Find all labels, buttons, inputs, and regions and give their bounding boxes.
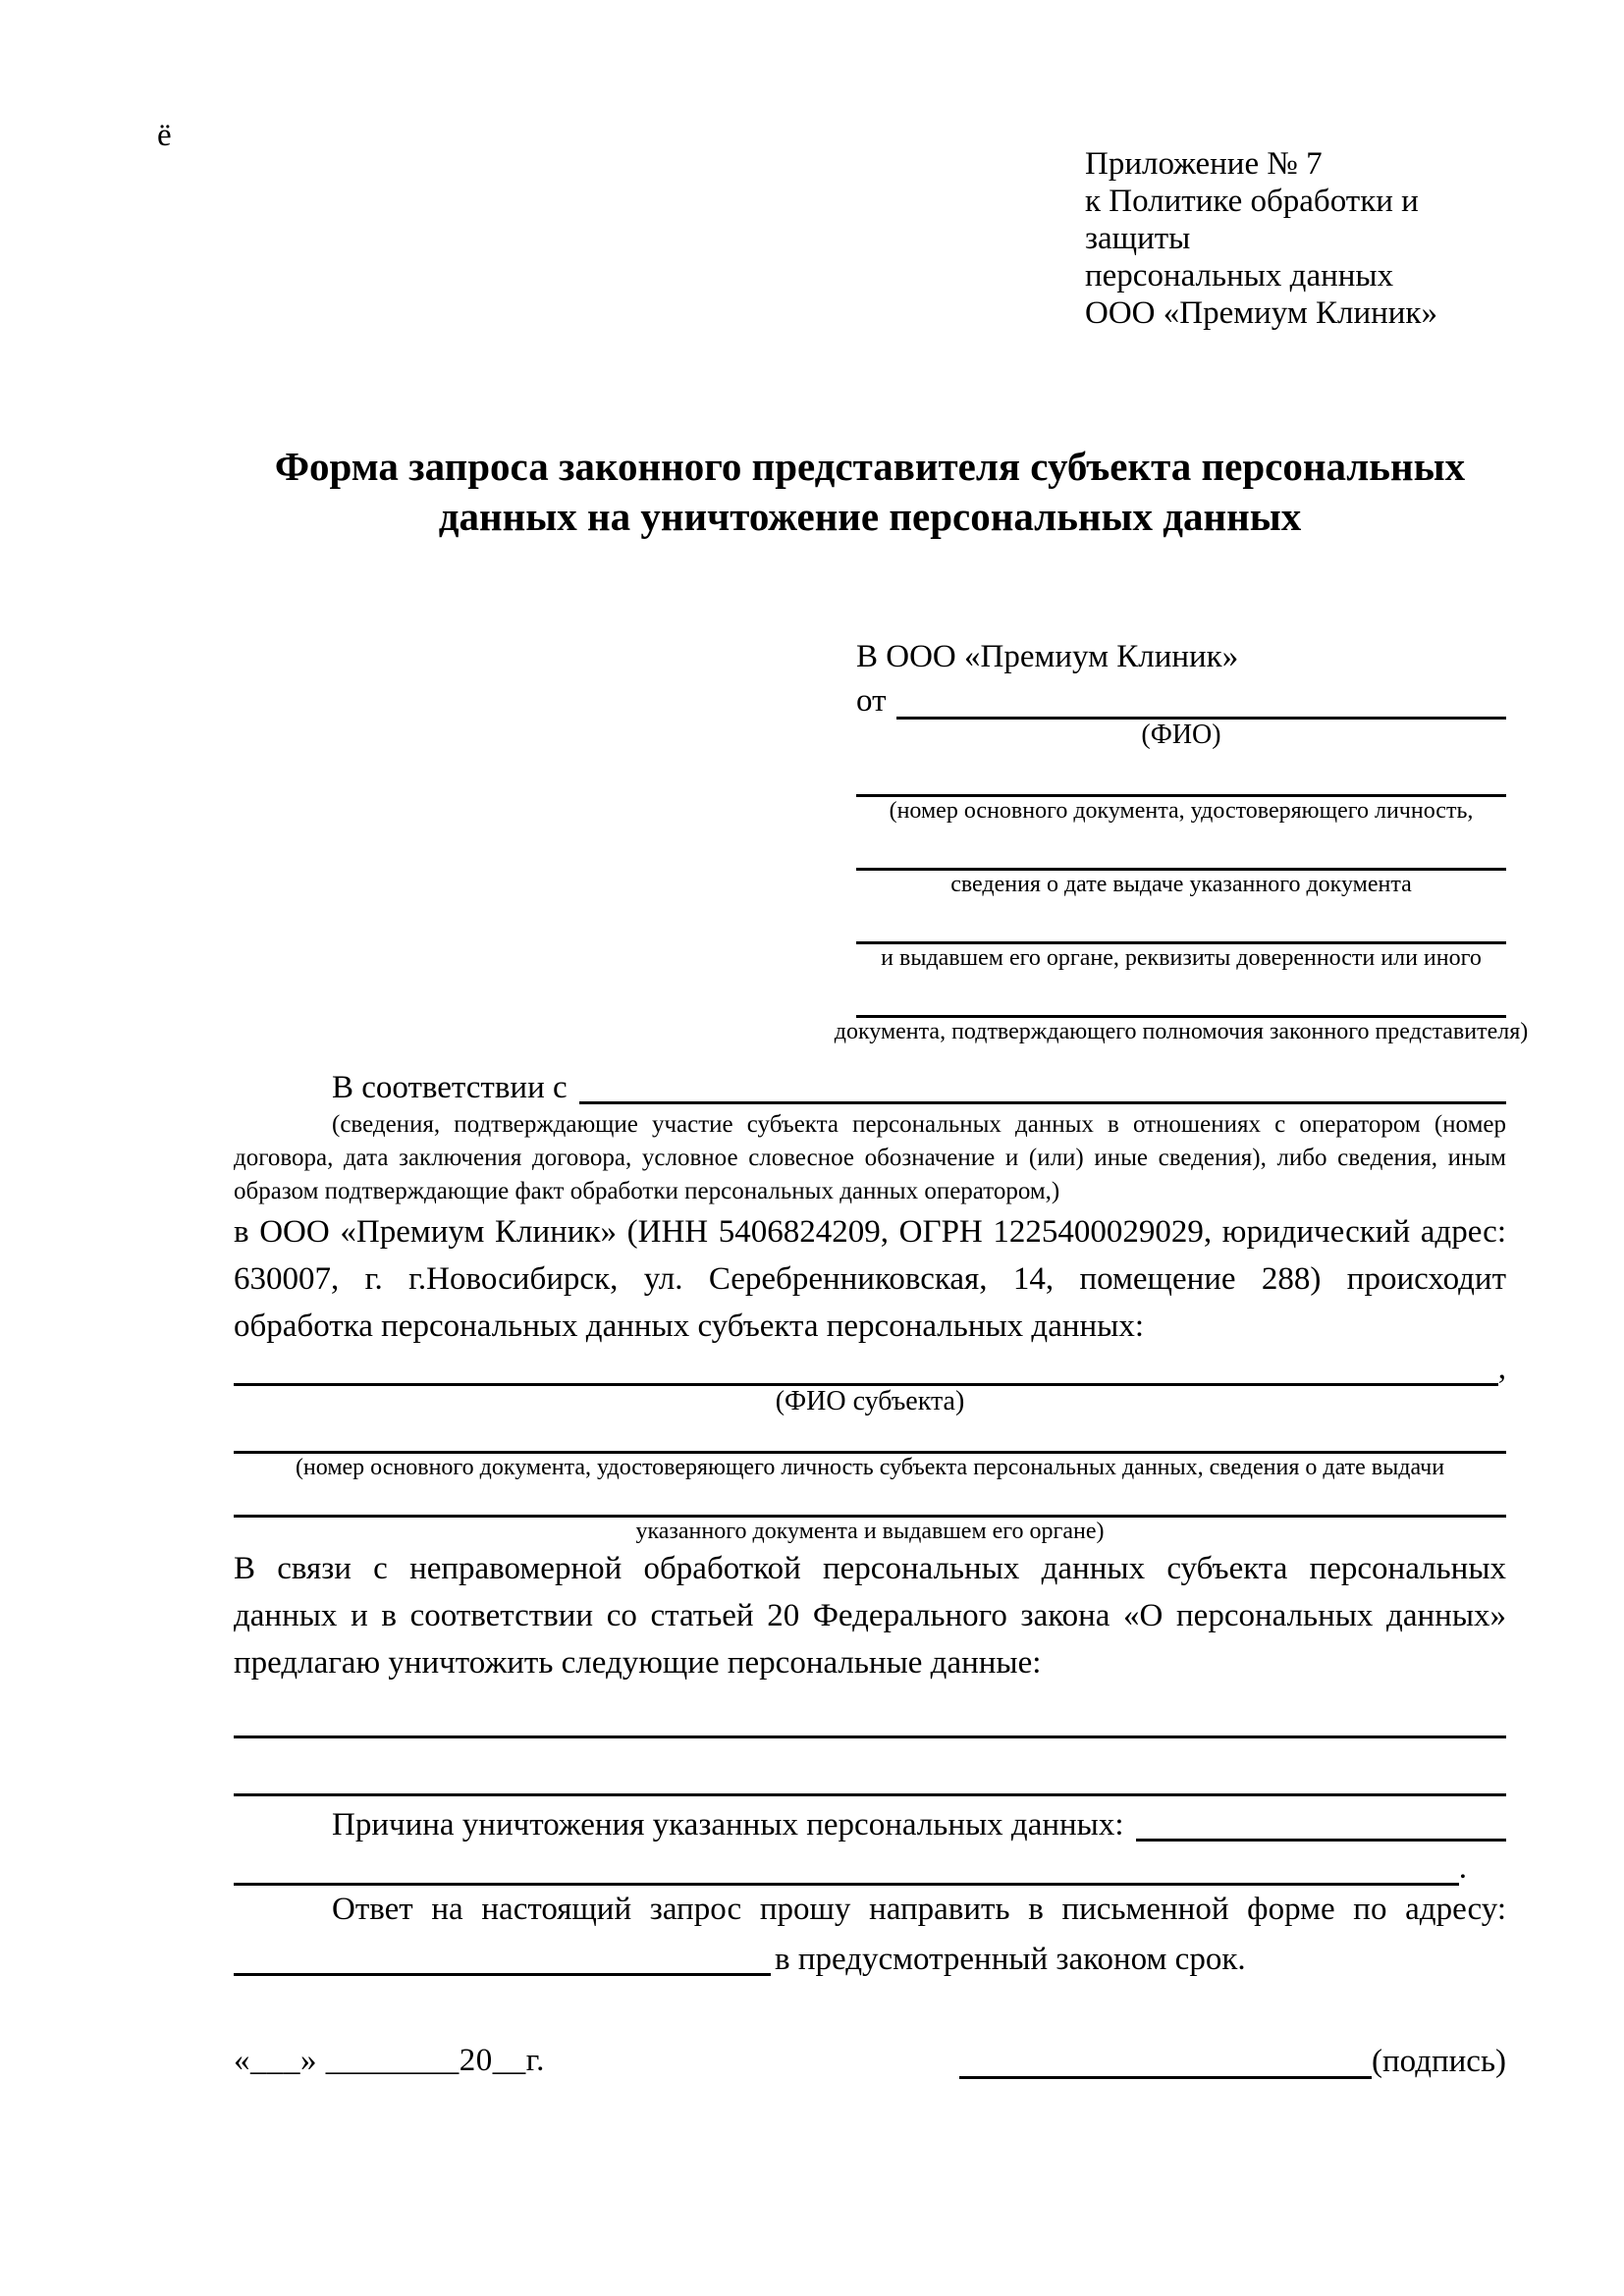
representative-doc-field-1	[856, 759, 1506, 825]
from-label: от	[856, 682, 887, 719]
subject-fio-row	[234, 1350, 1506, 1386]
representative-doc-caption-4: документа, подтверждающего полномочия законного представителя)	[834, 1018, 1529, 1044]
footer	[234, 2043, 1506, 2079]
trailing-comma: ,	[1497, 1350, 1506, 1386]
subject-doc-row-2	[234, 1481, 1506, 1518]
signature-group	[959, 2043, 1506, 2079]
representative-doc-field-2	[856, 832, 1506, 898]
representative-doc-caption-1: (номер основного документа, удостоверяющего личность,	[889, 797, 1474, 824]
trailing-period: .	[1458, 1849, 1467, 1886]
accordance-input-line[interactable]	[579, 1101, 1506, 1104]
subject-doc-caption-2: указанного документа и выдавшем его органе)	[635, 1518, 1105, 1544]
representative-doc-line-1[interactable]	[856, 759, 1506, 797]
from-row	[856, 676, 1506, 720]
subject-doc-line-2[interactable]	[234, 1481, 1506, 1518]
subject-doc-line-1[interactable]	[234, 1417, 1506, 1454]
recipient-block	[834, 637, 1529, 1045]
stray-char: ё	[157, 118, 172, 153]
reply-paragraph: Ответ на настоящий запрос прошу направить в письменной форме по адресу:	[332, 1891, 1506, 1927]
recipient-to: В ООО «Премиум Клиник»	[856, 638, 1239, 674]
date-field[interactable]: «___» ________20__г.	[234, 2042, 545, 2078]
operator-paragraph: в ООО «Премиум Клиник» (ИНН 5406824209, ОГРН 1225400029029, юридический адрес: 630007, г. г.Новосибирск, ул. Серебренниковская, 14, помещение 288) происходит обработка персональных данных субъекта персональных данных:	[234, 1213, 1506, 1344]
reason-row	[234, 1798, 1506, 1843]
reply-address-line[interactable]	[234, 1973, 771, 1976]
accordance-row	[234, 1061, 1506, 1106]
reply-tail-text: в предусмотренный законом срок.	[775, 1941, 1246, 1977]
reason-lead: Причина уничтожения указанных персональных данных:	[332, 1806, 1124, 1842]
appendix-header-line: персональных данных	[1085, 258, 1394, 294]
representative-doc-line-3[interactable]	[856, 906, 1506, 944]
representative-doc-line-2[interactable]	[856, 832, 1506, 871]
representative-doc-field-4	[834, 980, 1529, 1045]
reason-continuation-line[interactable]	[234, 1843, 1459, 1886]
reply-address-row	[234, 1933, 1506, 1978]
appendix-header-line: Приложение № 7	[1085, 146, 1323, 182]
reason-continuation-row	[234, 1843, 1467, 1886]
representative-doc-line-4[interactable]	[856, 980, 1506, 1018]
form-title: Форма запроса законного представителя субъекта персональных данных на уничтожение персональных данных	[274, 444, 1466, 540]
subject-doc-row-1	[234, 1417, 1506, 1454]
representative-doc-field-3	[856, 906, 1506, 972]
data-to-destroy-line-1[interactable]	[234, 1686, 1506, 1738]
subject-fio-line[interactable]	[234, 1350, 1498, 1386]
subject-fio-caption: (ФИО субъекта)	[775, 1385, 965, 1416]
reason-input-line[interactable]	[1136, 1839, 1506, 1842]
demand-paragraph: В связи с неправомерной обработкой персональных данных субъекта персональных данных и в соответствии со статьей 20 Федерального закона «О персональных данных» предлагаю уничтожить следующие персональные данные:	[234, 1550, 1506, 1681]
accordance-lead: В соответствии с	[332, 1069, 568, 1105]
signature-caption: (подпись)	[1372, 2043, 1506, 2079]
representative-fio-caption: (ФИО)	[1141, 719, 1221, 750]
appendix-header-line: ООО «Премиум Клиник»	[1085, 295, 1437, 331]
accordance-note: (сведения, подтверждающие участие субъекта персональных данных в отношениях с оператором (номер договора, дата заключения договора, условное словесное обозначение и (или) иные сведения), либо сведения, иным образом подтверждающие факт обработки персональных данных оператором,)	[234, 1110, 1506, 1204]
data-to-destroy-line-2[interactable]	[234, 1738, 1506, 1796]
subject-doc-caption-1: (номер основного документа, удостоверяющего личность субъекта персональных данных, сведения о дате выдачи	[295, 1454, 1445, 1480]
signature-line[interactable]	[959, 2043, 1372, 2079]
appendix-header-line: к Политике обработки и защиты	[1085, 184, 1419, 256]
appendix-header	[1085, 145, 1507, 332]
representative-doc-caption-3: и выдавшем его органе, реквизиты доверенности или иного	[881, 944, 1482, 971]
representative-doc-caption-2: сведения о дате выдаче указанного документа	[950, 871, 1412, 897]
